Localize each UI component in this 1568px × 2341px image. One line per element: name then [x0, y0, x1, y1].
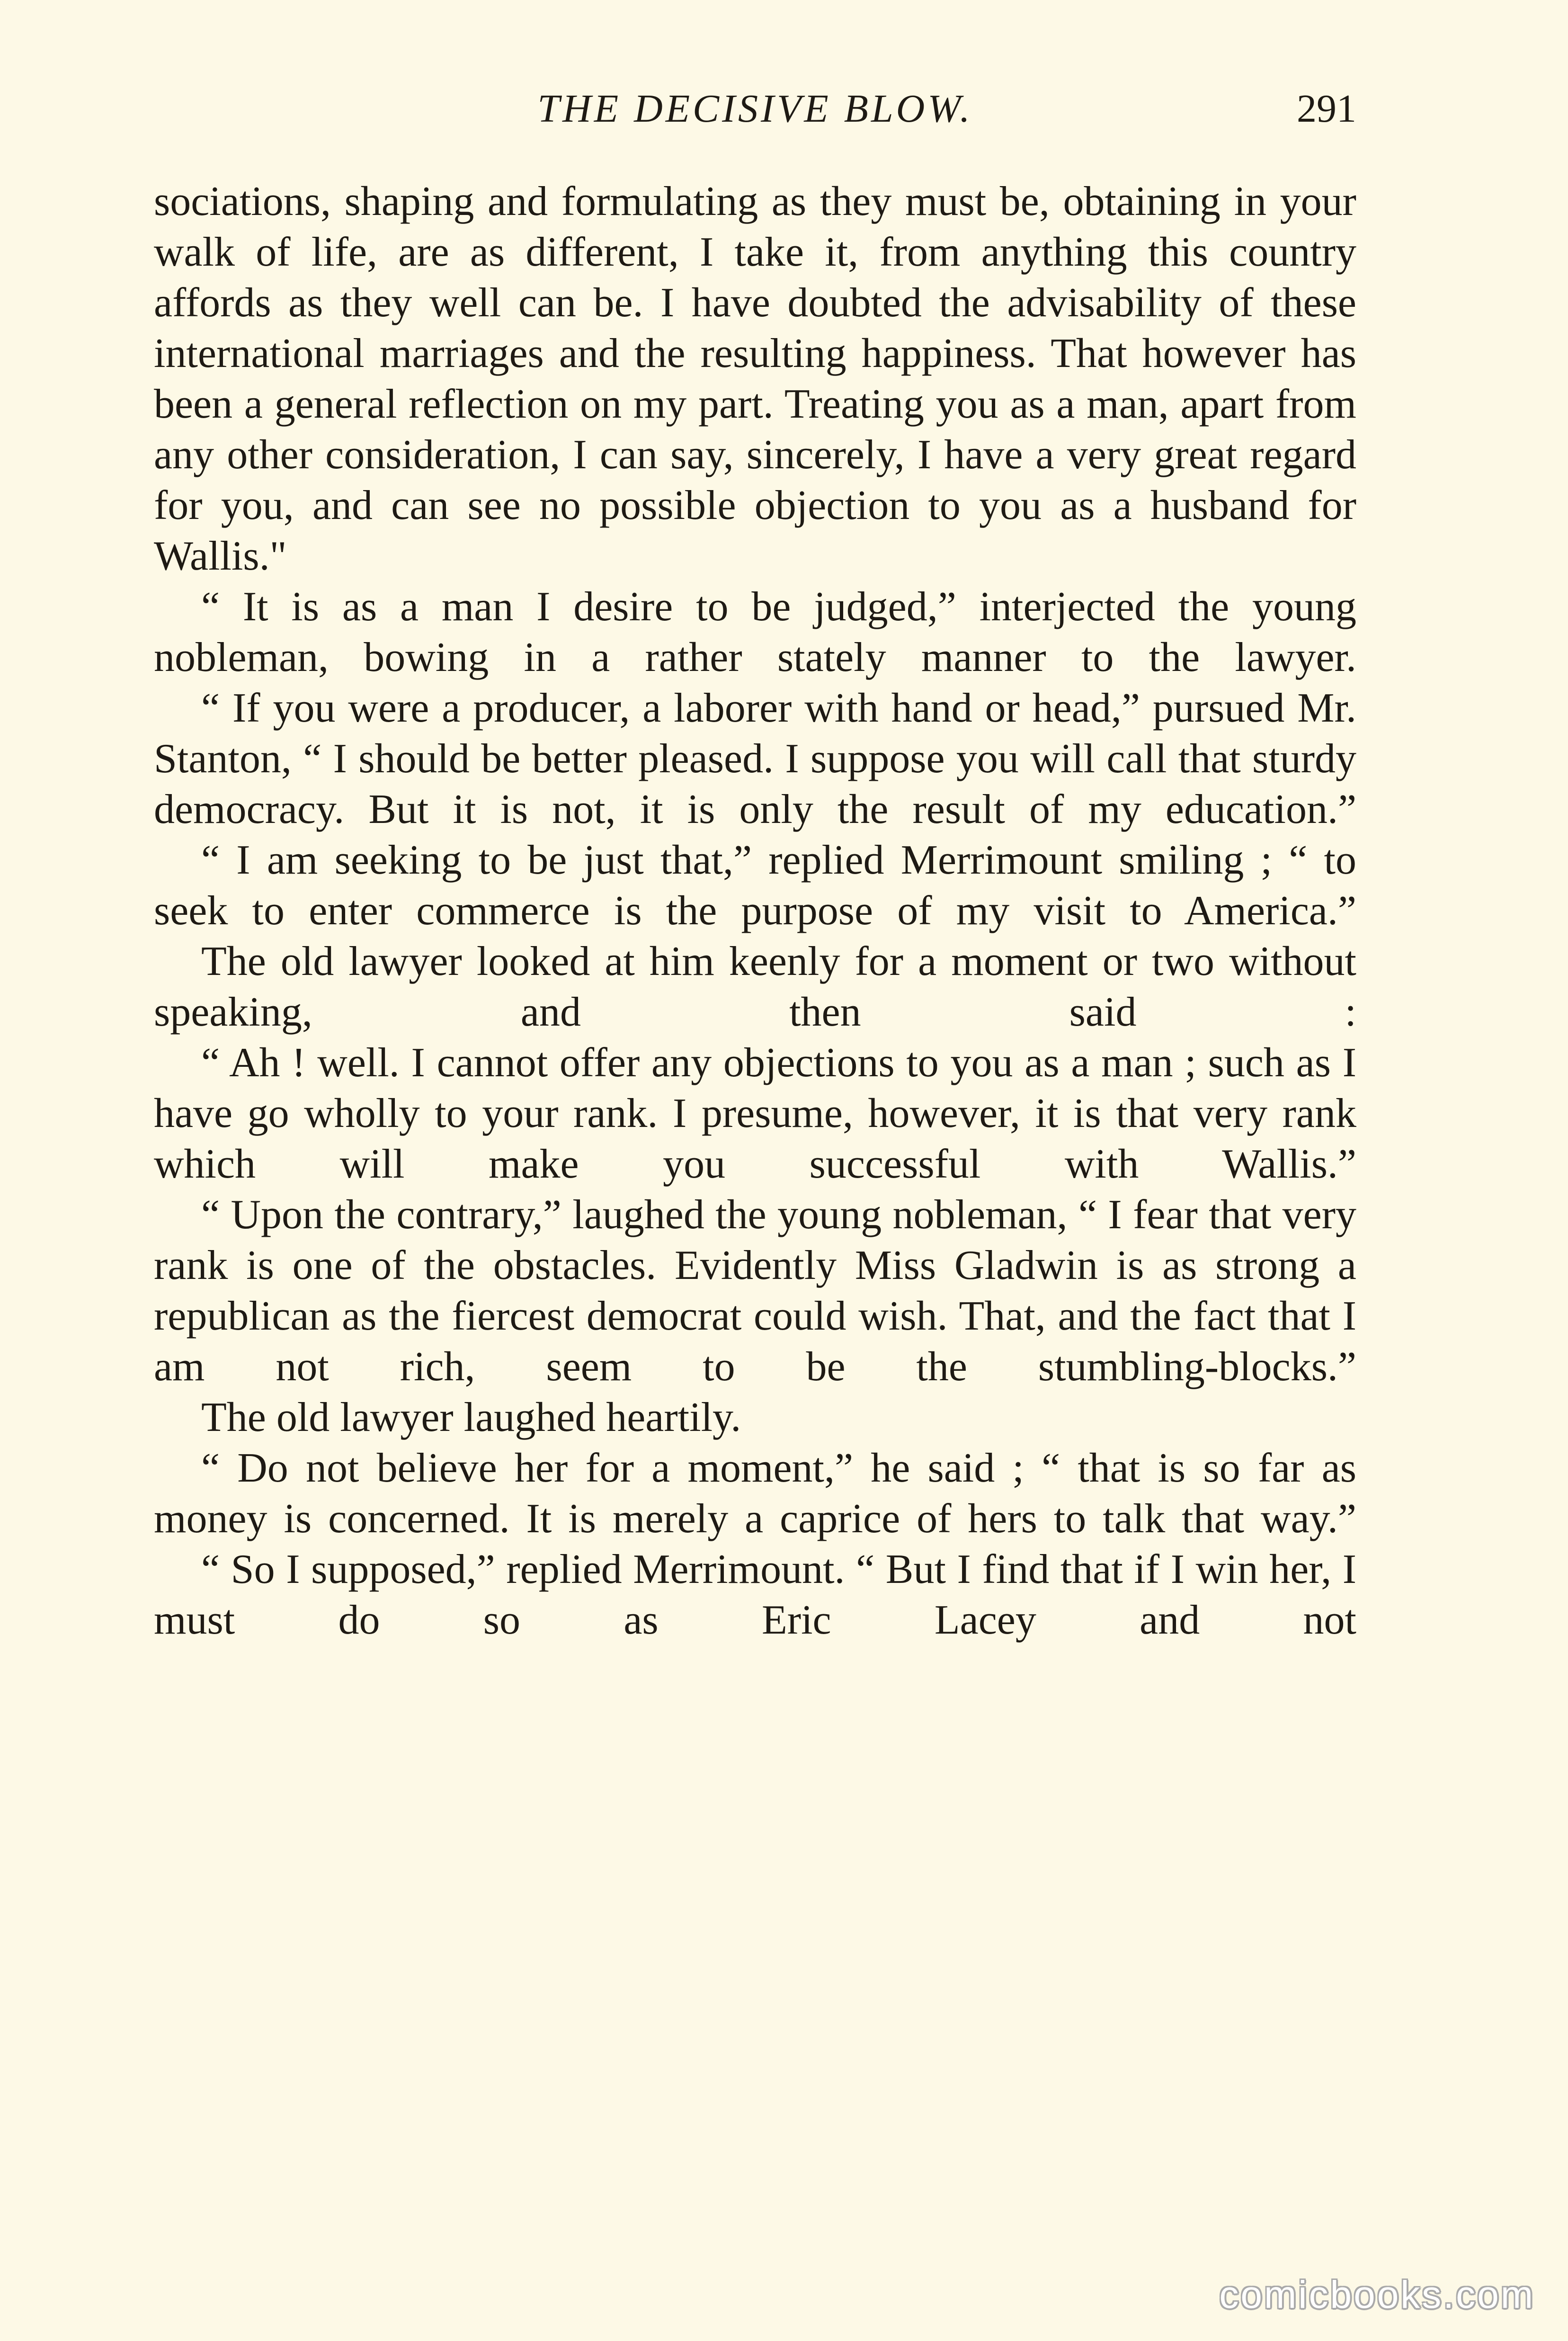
paragraph-9: “ Do not believe her for a moment,” he said ; “ that is so far as money is concerned. It is merely a caprice of hers to talk that way.”: [154, 1445, 1356, 1542]
running-head: THE DECISIVE BLOW.: [537, 87, 973, 131]
page-header: [154, 80, 1356, 137]
paragraph-1: sociations, shaping and formulating as they must be, obtaining in your walk of life, are as different, I take it, from anything this country affords as they well can be. I have doubted the advisability of these international marriages and the resulting happiness. That however has been a general reflection on my part. Treating you as a man, apart from any other consideration, I can say, sincerely, I have a very great regard for you, and can see no possible objection to you as a husband for Wallis.": [154, 179, 1356, 579]
watermark: comicbooks.com: [1219, 2273, 1535, 2316]
paragraph-3: “ If you were a producer, a laborer with hand or head,” pursued Mr. Stanton, “ I should be better pleased. I suppose you will call that sturdy democracy. But it is not, it is only the result of my education.”: [154, 685, 1356, 832]
paragraph-7: “ Upon the contrary,” laughed the young nobleman, “ I fear that very rank is one of the obstacles. Evidently Miss Gladwin is as strong a republican as the fiercest democrat could wish. That, and the fact that I am not rich, seem to be the stumbling-blocks.”: [154, 1192, 1356, 1390]
paragraph-10: “ So I supposed,” replied Merrimount. “ But I find that if I win her, I must do so as Eric Lacey and not: [154, 1546, 1356, 1643]
paragraph-6: “ Ah ! well. I cannot offer any objections to you as a man ; such as I have go wholly to your rank. I presume, however, it is that very rank which will make you successful with Wallis.”: [154, 1040, 1356, 1187]
paragraph-5: The old lawyer looked at him keenly for a moment or two without speaking, and then said :: [154, 938, 1356, 1035]
body-text: [154, 176, 1356, 1645]
page-number: 291: [1297, 87, 1356, 131]
paragraph-8: The old lawyer laughed heartily.: [201, 1394, 741, 1440]
paragraph-2: “ It is as a man I desire to be judged,” interjected the young nobleman, bowing in a rather stately manner to the lawyer.: [154, 584, 1356, 680]
paragraph-4: “ I am seeking to be just that,” replied Merrimount smiling ; “ to seek to enter commerce is the purpose of my visit to America.”: [154, 837, 1356, 934]
